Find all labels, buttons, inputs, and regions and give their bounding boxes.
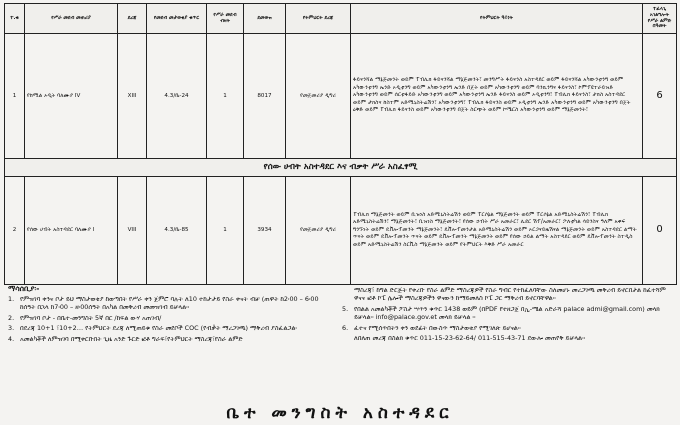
note-number: 2.	[8, 313, 15, 322]
note-text: የበልል አመልካቾች ፖስታ ሣጥን ቁጥር 1438 ወይም (በPDF የተዘጋጀ በኢ-ሜል አድራሻ palace admi@gmail.com) መላክ ይቻላል፡፡ info@palace.gov.et መላክ ይቻላል ፡፡	[354, 304, 660, 322]
note-item	[342, 305, 672, 322]
table-row	[5, 34, 677, 159]
note-number: 1.	[8, 295, 15, 303]
row-salary: 3934	[244, 177, 286, 285]
note-text: የምዝገባ ቀንና ቦታ ይህ ማስታወቂያ ከወጣበት የሥራ ቀን ጀምሮ ባሉት ለ10 ተከታታይ የስራ ቀናት ብቻ (ጠዋት ከ2፡00 – 6፡00 ከሰዓት በኋላ ከ7፡00 – ዘ፡00ሰዓት በአካል በመቅረብ መመዝገብ ይቻላል፡፡	[20, 295, 319, 312]
header-education-level: የትምህርት ደረጃ	[286, 4, 351, 34]
row-positions: 1	[207, 177, 244, 285]
note-text: የምዝገባ ቦታ - በቤተ-መንግስት 5ኛ በር /ከፍል ውሃ አጠገብ/	[20, 313, 162, 322]
note-item	[8, 295, 333, 312]
row-positions: 1	[207, 34, 244, 159]
note-item	[8, 335, 333, 343]
row-job-title: የከሚል ኦዲት ባለሙያ IV	[25, 34, 118, 159]
note-number: 5.	[342, 304, 349, 313]
note-text: ፈተና የሚሰጥበትን ቀን ወደፊት በውስጥ ማስታወቂያ የሚገለጽ ይሆናል፡፡	[354, 323, 521, 332]
section-heading-row	[5, 159, 677, 177]
row-education-field: ፐብሊክ ማኔጅመንት ወይም ቢዝነስ አድሚኒስትሬሽን ወይም ፐርሶኔል ማኔጅመንት ወይም ፐርሶኔል አድሚኒስትሬሽን፣ ፐብሊክ አድሚኒስትሬሽን፣ ማኔጅመንት፣ ቢዝነስ ማኔጅመንት፣ የሰው ኃብት ሥራ አመራር፣ ሊደር ሽፕ/አመራር፣ ፖለቲካል ሳይንስና ዓለም አቀፍ ግንኙነት ወይም ዴቨሎፕመንት ማኔጅመንት፣ ዴቨሎፕመንታል አድሚኒስትሬሽን ወይም ኦርጋናይዜሽናል ማኔጅመንት ወይም አስተዳደር ልማት ጥናት ወይም ዴቨሎፕመንት ጥናት ወይም ዴቨሎፕመንት ማኔጅመንት ወይም የሰው ኃይል ልማት አስተዳደር ወይም ዴቨሎፕመንት ስተዲስ ወይም አድሚኒስትሬሽን ስርቪስ ማኔጅመንት ወይም የትምህርት እቅድ ሥራ አመራር	[351, 177, 643, 285]
note-number: 3.	[8, 324, 15, 333]
header-positions: የሥራ መደብ ብዛት	[207, 4, 244, 34]
note-number: 6.	[342, 323, 349, 332]
note-item	[8, 324, 333, 332]
header-no: ተ.ቁ	[5, 4, 25, 34]
table-row	[5, 177, 677, 285]
row-education-field: ፋይናንሻል ማኔጅመንት ወይም ፐብሊክ ፋይናንሻል ማኔጅመንት፣ መንግሥት ፋይናንስ አስተዳደር ወይም ፋይናንሻል አካውንቲንግ ወይም አካውንቲንግ ኤንድ ኦዲቲንግ ወይም አካውንቲንግ ኤንድ በጀት ወይም አካውንቲንግ ወይም ባንኪንግና ፋይናንስ፣ ኮምፕዩተራይዝድ አካውንቲንግ ወይም ሰርቲፋይድ አካውንቲንግ ወይም አካውንቲንግ ኤንድ ፋይናንስ ወይም ኦዲቲንግ፣ ፐብሊክ ፋይናንስ፣ ታክስ አስተዳደር ወይም ታክስና ከስተም አድሚኒስትሬሽን፣ አካውንቲንግ፣ ፐብሊክ ፋይናንስ ወይም ኦዲቲንግ ኤንድ አካውንቲንግ ወይም አካውንቲንግ በጀት ዕቅድ ወይም ፐብሊክ ፋይናንስ ወይም አካውንቲንግ በጀት ስርጭት ወይም ኮሜርስ አካውንቲንግ ወይም ማኔጅመንት፣	[351, 34, 643, 159]
header-job-code: የመደብ መታወቂያ ቁጥር	[147, 4, 207, 34]
header-experience: ተፈላጊ አገልግሎት የሥራ ልምድ በዓመት	[643, 4, 677, 34]
table-header-row	[5, 4, 677, 34]
row-experience: 6	[643, 34, 677, 159]
row-no: 1	[5, 34, 25, 159]
header-job-title: የሥራ መደብ መጠሪያ	[25, 4, 118, 34]
row-grade: VIII	[118, 177, 147, 285]
note-number: 4.	[8, 334, 15, 343]
row-experience: 0	[643, 177, 677, 285]
row-education-level: የመጀመሪያ ዲግሪ	[286, 177, 351, 285]
note-text: አመልካቾች ለምዝገባ በሚቀርቡበት ጊዜ አንድ ጉርድ ፎቶ ግራፍ፣የትምህርት ማስረጃ፣የስራ ልምድ	[20, 334, 243, 343]
row-job-code: 4.3/ቤ-24	[147, 34, 207, 159]
notes-left-column	[8, 295, 333, 345]
footer-title: ቤተ መንግስት አስተዳደር	[226, 403, 454, 423]
row-job-code: 4.3/ቤ-85	[147, 177, 207, 285]
header-salary: ደመወዝ	[244, 4, 286, 34]
row-grade: XIII	[118, 34, 147, 159]
note-text: በደረጃ 10+1 ፣10+2… የትምህርት ደረጃ ለሚጠይቁ የስራ መደቦች COC (የብቃት ማረጋገጫ) ማቅረብ ያስፈልጋል፡	[20, 324, 297, 333]
row-job-title: የሰው ሀብት አስተዳደር ባለሙያ I	[25, 177, 118, 285]
notes-right-column	[342, 286, 672, 343]
row-salary: 8017	[244, 34, 286, 159]
contact-info: ለበለጠ መረጃ በስልክ ቁጥር 011-15-23-62-64/ 011-515-43-71 ደውሎ መጠየቅ ይቻላል፡፡	[354, 334, 586, 343]
note-continuation: ማስረጃ፣ ከግል ድርጅት የቀረቡ የስራ ልምድ ማስረጃዎች የስራ ግብር የተከፈለባቸው ስለመሆኑ መረጋገጫ መቅረብ ይኖርበታል ከፈተሻም ዋናና ፎቶ ኮፒ ሌሎች ማስረጃዎችን ዋናውን ከማይመለስ ኮፒ ጋር ማቅረብ ይኖርባቸዋል፡፡	[354, 286, 666, 303]
header-grade: ደረጃ	[118, 4, 147, 34]
notes-section	[4, 284, 676, 401]
header-education-field: የትምህርት ዓይነት	[351, 4, 643, 34]
row-education-level: የመጀመሪያ ዲግሪ	[286, 34, 351, 159]
vacancy-table	[4, 3, 677, 285]
section-heading: የሰው ሀብት አስተዳደር እና ብቃት ሥራ አስፈፃሚ	[5, 159, 677, 177]
note-item	[342, 324, 672, 332]
note-item	[8, 314, 333, 322]
row-no: 2	[5, 177, 25, 285]
notes-title: ማሳሰቢያ፡-	[8, 284, 40, 293]
